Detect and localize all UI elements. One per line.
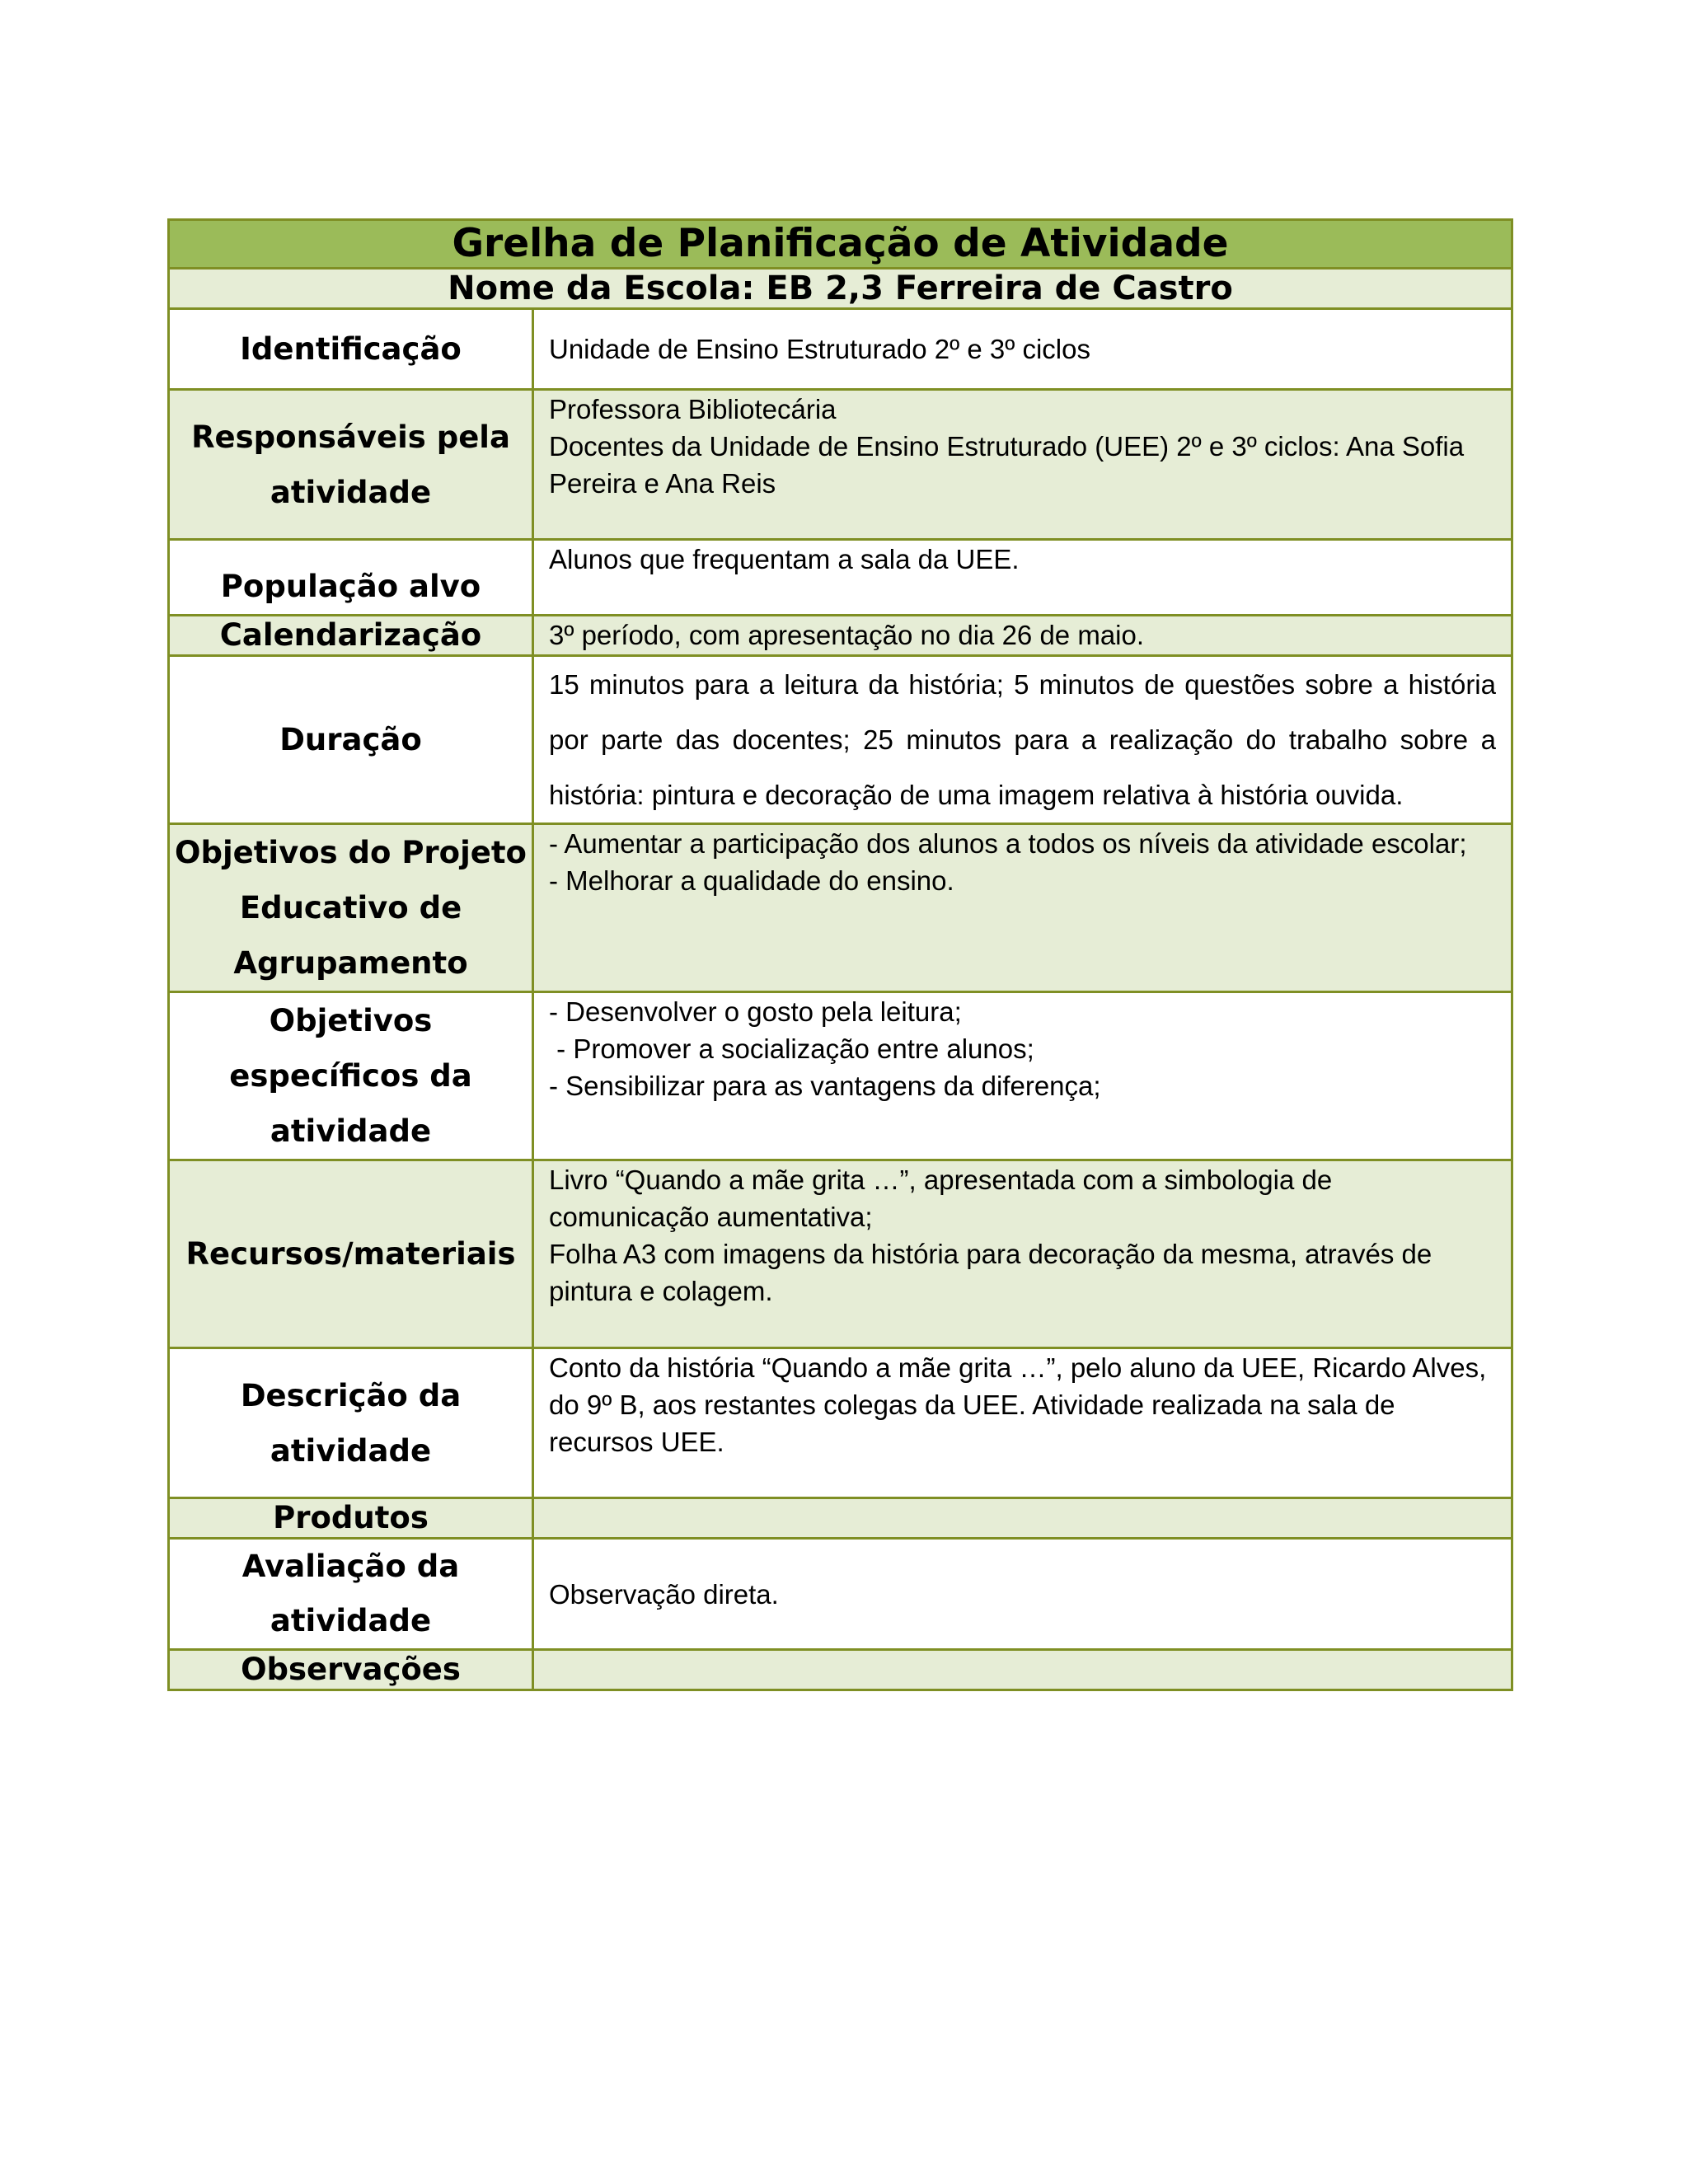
value-line: Observação direta. — [549, 1578, 779, 1610]
row-value-descricao — [533, 1348, 1512, 1498]
row-value-duracao — [533, 656, 1512, 824]
table-row — [169, 1539, 1512, 1650]
row-value-objetivos-projeto — [533, 824, 1512, 992]
value-line: Livro “Quando a mãe grita …”, apresentada com a simbologia de comunicação aumentativa; — [549, 1165, 1340, 1232]
value-line: Unidade de Ensino Estruturado 2º e 3º ciclos — [549, 334, 1090, 364]
table-row — [169, 540, 1512, 616]
table-row — [169, 992, 1512, 1160]
row-label-responsaveis: Responsáveis pela atividade — [169, 390, 533, 540]
value-line: 3º período, com apresentação no dia 26 de maio. — [549, 620, 1145, 650]
table-row — [169, 390, 1512, 540]
table-row — [169, 309, 1512, 390]
row-label-descricao: Descrição da atividade — [169, 1348, 533, 1498]
row-label-avaliacao: Avaliação da atividade — [169, 1539, 533, 1650]
value-line: Professora Bibliotecária — [549, 394, 837, 424]
table-row — [169, 656, 1512, 824]
row-label-recursos: Recursos/materiais — [169, 1160, 533, 1348]
value-line: Alunos que frequentam a sala da UEE. — [549, 544, 1020, 574]
row-label-identificacao: Identificação — [169, 309, 533, 390]
value-line: - Promover a socialização entre alunos; — [549, 1033, 1034, 1064]
table-title: Grelha de Planificação de Atividade — [169, 220, 1512, 269]
value-line: - Desenvolver o gosto pela leitura; — [549, 996, 962, 1027]
row-value-responsaveis — [533, 390, 1512, 540]
row-label-duracao: Duração — [169, 656, 533, 824]
row-label-observacoes: Observações — [169, 1650, 533, 1690]
school-name: Nome da Escola: EB 2,3 Ferreira de Castro — [169, 269, 1512, 309]
value-line: - Aumentar a participação dos alunos a todos os níveis da atividade escolar; — [549, 828, 1467, 859]
row-label-produtos: Produtos — [169, 1498, 533, 1539]
row-value-populacao — [533, 540, 1512, 616]
table-row — [169, 1498, 1512, 1539]
row-value-calendarizacao — [533, 616, 1512, 656]
row-value-produtos — [533, 1498, 1512, 1539]
value-line: Conto da história “Quando a mãe grita …”, pelo aluno da UEE, Ricardo Alves, do 9º B, aos restantes colegas da UEE. Atividade realizada na sala de recursos UEE. — [549, 1352, 1494, 1457]
value-line: 15 minutos para a leitura da história; 5 minutos de questões sobre a história por parte das docentes; 25 minutos para a realização do trabalho sobre a história: pintura e decoração de uma imagem relativa à história ouvida. — [549, 669, 1496, 810]
value-line: - Sensibilizar para as vantagens da diferença; — [549, 1071, 1101, 1101]
table-row — [169, 1348, 1512, 1498]
table-row — [169, 616, 1512, 656]
table-row — [169, 824, 1512, 992]
row-label-objetivos-projeto: Objetivos do Projeto Educativo de Agrupamento — [169, 824, 533, 992]
row-value-identificacao — [533, 309, 1512, 390]
value-line: Folha A3 com imagens da história para decoração da mesma, através de pintura e colagem. — [549, 1239, 1440, 1306]
row-value-avaliacao — [533, 1539, 1512, 1650]
row-value-objetivos-especificos — [533, 992, 1512, 1160]
row-label-objetivos-especificos: Objetivos específicos da atividade — [169, 992, 533, 1160]
row-value-recursos — [533, 1160, 1512, 1348]
activity-planning-table — [167, 218, 1513, 1691]
table-row — [169, 1650, 1512, 1690]
row-value-observacoes — [533, 1650, 1512, 1690]
row-label-populacao: População alvo — [169, 540, 533, 616]
value-line: - Melhorar a qualidade do ensino. — [549, 865, 954, 896]
value-line: Docentes da Unidade de Ensino Estruturado (UEE) 2º e 3º ciclos: Ana Sofia Pereira e Ana Reis — [549, 431, 1472, 499]
table-row — [169, 1160, 1512, 1348]
row-label-calendarizacao: Calendarização — [169, 616, 533, 656]
